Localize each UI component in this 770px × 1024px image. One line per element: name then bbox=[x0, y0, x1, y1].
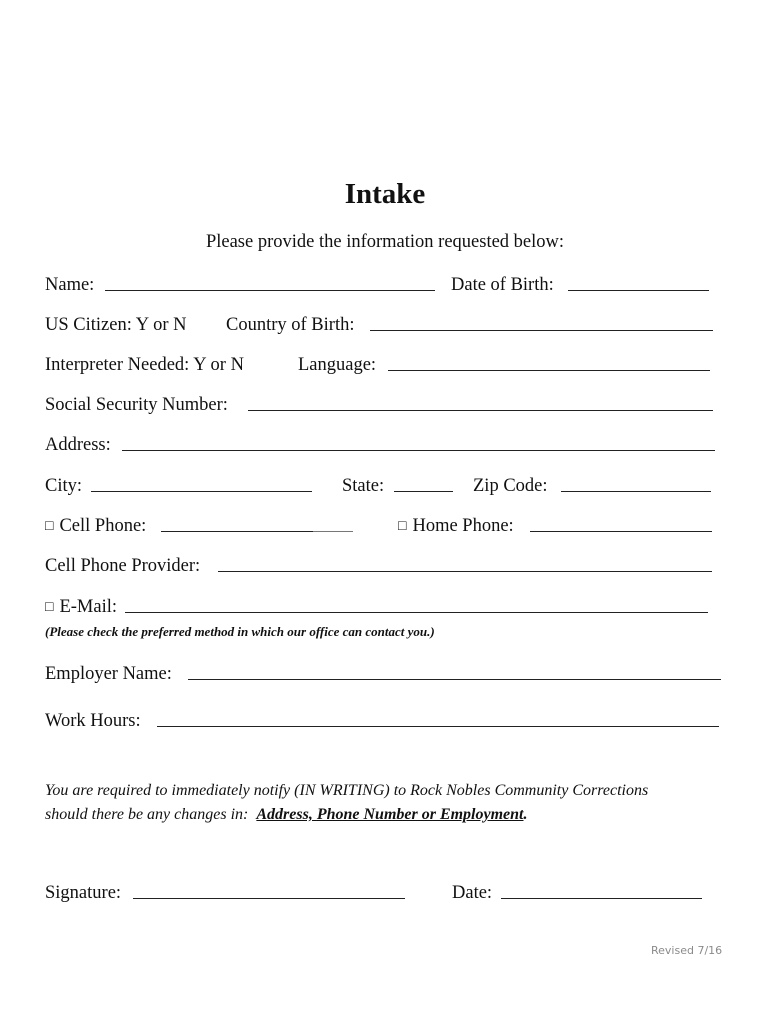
zip-field[interactable] bbox=[561, 491, 711, 492]
home-phone-label: Home Phone: bbox=[412, 516, 514, 536]
home-phone-field[interactable] bbox=[530, 531, 712, 532]
email-label: E-Mail: bbox=[59, 597, 118, 617]
employer-label: Employer Name: bbox=[45, 664, 172, 684]
notice-suffix: . bbox=[523, 806, 528, 823]
email-option[interactable] bbox=[45, 595, 117, 621]
language-field[interactable] bbox=[388, 370, 710, 371]
address-label: Address: bbox=[45, 435, 111, 455]
contact-method-note: (Please check the preferred method in which our office can contact you.) bbox=[45, 624, 435, 639]
cell-phone-label: Cell Phone: bbox=[59, 516, 147, 536]
form-title: Intake bbox=[344, 178, 426, 210]
ssn-field[interactable] bbox=[248, 410, 713, 411]
city-field[interactable] bbox=[91, 491, 312, 492]
state-field[interactable] bbox=[394, 491, 453, 492]
city-label: City: bbox=[45, 476, 83, 496]
cell-phone-checkbox[interactable]: □ bbox=[45, 519, 54, 534]
home-phone-option[interactable] bbox=[398, 514, 514, 540]
language-label: Language: bbox=[298, 355, 377, 375]
work-hours-label: Work Hours: bbox=[45, 711, 141, 731]
form-subtitle: Please provide the information requested below: bbox=[205, 232, 565, 252]
email-field[interactable] bbox=[125, 612, 708, 613]
name-label: Name: bbox=[45, 275, 95, 295]
notice-line-2 bbox=[45, 803, 528, 827]
work-hours-field[interactable] bbox=[157, 726, 719, 727]
cell-provider-label: Cell Phone Provider: bbox=[45, 556, 201, 576]
cell-phone-option[interactable] bbox=[45, 514, 146, 540]
ssn-label: Social Security Number: bbox=[45, 395, 228, 415]
revision-stamp: Revised 7/16 bbox=[651, 944, 723, 957]
date-label: Date: bbox=[452, 883, 493, 903]
dob-field[interactable] bbox=[568, 290, 709, 291]
employer-field[interactable] bbox=[188, 679, 721, 680]
dob-label: Date of Birth: bbox=[451, 275, 554, 295]
cell-phone-field[interactable] bbox=[161, 531, 313, 532]
us-citizen-label: US Citizen: Y or N bbox=[45, 315, 187, 335]
country-of-birth-label: Country of Birth: bbox=[226, 315, 355, 335]
date-field[interactable] bbox=[501, 898, 702, 899]
home-phone-checkbox[interactable]: □ bbox=[398, 519, 407, 534]
zip-label: Zip Code: bbox=[473, 476, 548, 496]
signature-field[interactable] bbox=[133, 898, 405, 899]
interpreter-label: Interpreter Needed: Y or N bbox=[45, 355, 244, 375]
notice-line-1: You are required to immediately notify (IN WRITING) to Rock Nobles Community Corrections bbox=[45, 782, 649, 799]
state-label: State: bbox=[342, 476, 385, 496]
notice-prefix: should there be any changes in: bbox=[45, 806, 249, 823]
country-of-birth-field[interactable] bbox=[370, 330, 713, 331]
cell-provider-field[interactable] bbox=[218, 571, 712, 572]
address-field[interactable] bbox=[122, 450, 715, 451]
name-field[interactable] bbox=[105, 290, 435, 291]
cell-phone-field-extension bbox=[313, 531, 353, 532]
signature-label: Signature: bbox=[45, 883, 122, 903]
notice-emphasis: Address, Phone Number or Employment bbox=[256, 806, 524, 823]
email-checkbox[interactable]: □ bbox=[45, 600, 54, 615]
